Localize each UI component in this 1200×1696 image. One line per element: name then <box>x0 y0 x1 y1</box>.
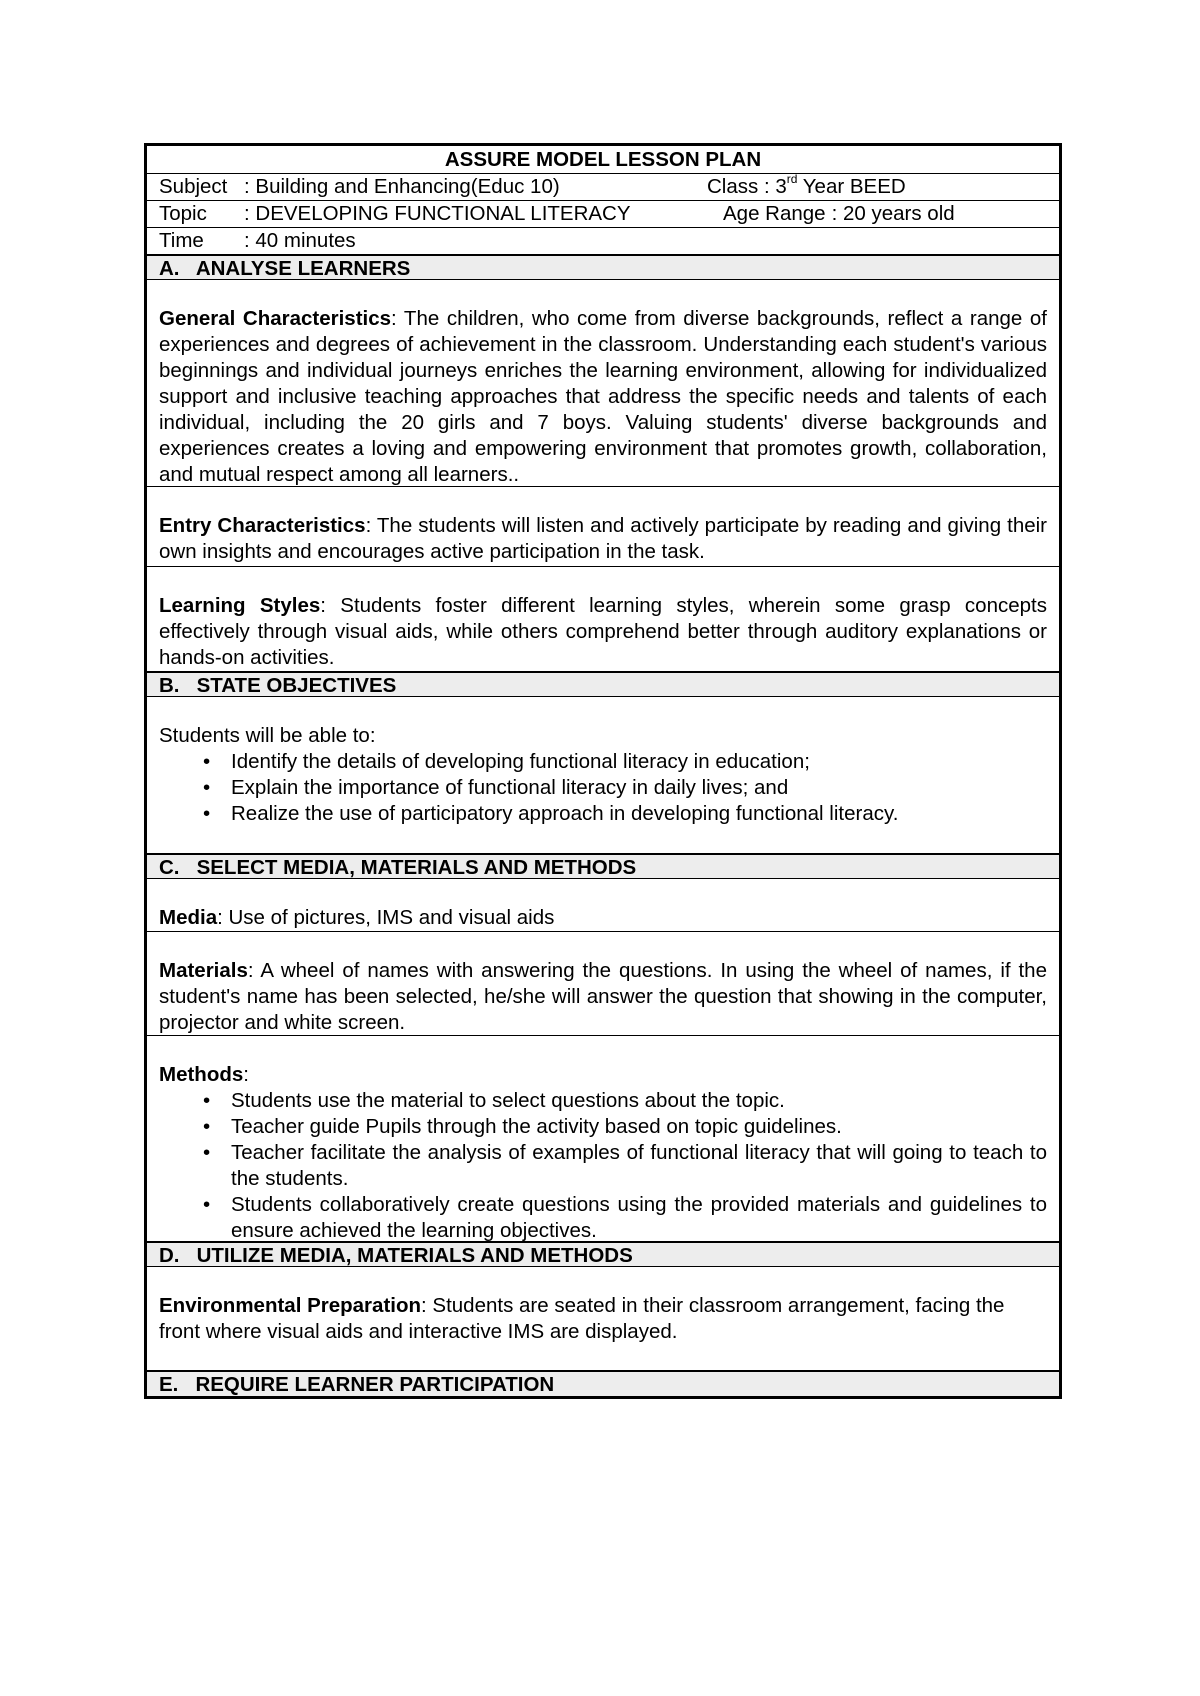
section-d-heading: D. UTILIZE MEDIA, MATERIALS AND METHODS <box>147 1241 1059 1267</box>
learning-styles <box>147 566 1059 671</box>
media-block <box>147 879 1059 931</box>
section-e-heading: E. REQUIRE LEARNER PARTICIPATION <box>147 1370 1059 1396</box>
materials-block <box>147 931 1059 1035</box>
environmental-preparation-label: Environmental Preparation <box>159 1294 422 1317</box>
learning-styles-text: : Students foster different learning styles, wherein some grasp concepts effectively through visual aids, while others comprehend better through auditory explanations or hands-on activities. <box>159 594 1047 669</box>
general-characteristics-text: : The children, who come from diverse backgrounds, reflect a range of experiences and degrees of achievement in the classroom. Understanding each student's various beginnings and individual journeys enriches the learning environment, allowing for individualized support and inclusive teaching approaches that address the specific needs and talents of each individual, including the 20 girls and 7 boys. Valuing students' diverse backgrounds and experiences creates a loving and empowering environment that promotes growth, collaboration, and mutual respect among all learners.. <box>159 307 1047 486</box>
lesson-plan-table <box>144 143 1062 1399</box>
subject-row <box>147 173 1059 200</box>
objectives-intro: Students will be able to: <box>159 724 376 747</box>
media-label: Media <box>159 906 218 929</box>
objective-item: • Explain the importance of functional literacy in daily lives; and <box>203 776 789 799</box>
time-label: Time <box>159 229 204 252</box>
objective-item: • Identify the details of developing functional literacy in education; <box>203 750 810 773</box>
topic-value: : DEVELOPING FUNCTIONAL LITERACY <box>244 202 631 225</box>
environmental-preparation <box>147 1267 1059 1370</box>
materials-text: : A wheel of names with answering the questions. In using the wheel of names, if the student's name has been selected, he/she will answer the question that showing in the computer, projector and white screen. <box>159 959 1047 1034</box>
entry-characteristics-text: : The students will listen and actively participate by reading and giving their own insights and encourages active participation in the task. <box>159 514 1047 563</box>
section-b-heading: B. STATE OBJECTIVES <box>147 671 1059 697</box>
time-value: : 40 minutes <box>244 229 356 252</box>
subject-value: : Building and Enhancing(Educ 10) <box>244 175 560 198</box>
method-item: • Students use the material to select questions about the topic. <box>203 1089 785 1112</box>
section-a-heading: A. ANALYSE LEARNERS <box>147 254 1059 280</box>
entry-characteristics <box>147 486 1059 566</box>
time-row <box>147 227 1059 254</box>
section-c-heading: C. SELECT MEDIA, MATERIALS AND METHODS <box>147 853 1059 879</box>
entry-characteristics-label: Entry Characteristics <box>159 514 366 537</box>
class-value: : 3rd Year BEED <box>763 172 906 198</box>
methods-block: Methods: • Students use the material to select questions about the topic. • Teacher guide Pupils through the activity based on topic guidelines. • Teacher facilitate the analysis of examples of functional literacy that will going to teach to the students. • Students collaboratively create questions using the provided materials and guidelines to ensure achieved the learning objectives. <box>147 1035 1059 1241</box>
methods-list <box>159 1088 1047 1244</box>
general-characteristics-label: General Characteristics <box>159 307 392 330</box>
general-characteristics <box>147 280 1059 486</box>
media-text: : Use of pictures, IMS and visual aids <box>217 906 555 929</box>
topic-label: Topic <box>159 202 207 225</box>
method-item: • Students collaboratively create questions using the provided materials and guidelines to ensure achieved the learning objectives. <box>203 1193 1047 1242</box>
materials-label: Materials <box>159 959 248 982</box>
subject-label: Subject <box>159 175 228 198</box>
methods-label: Methods <box>159 1063 244 1086</box>
class-label: Class <box>707 175 759 198</box>
learning-styles-label: Learning Styles <box>159 594 321 617</box>
objectives-block <box>147 697 1059 853</box>
method-item: • Teacher guide Pupils through the activity based on topic guidelines. <box>203 1115 842 1138</box>
objective-item: • Realize the use of participatory approach in developing functional literacy. <box>203 802 899 825</box>
plan-title: ASSURE MODEL LESSON PLAN <box>444 148 762 171</box>
age-range-label: Age Range <box>723 202 826 225</box>
age-range-value: : 20 years old <box>831 202 955 225</box>
method-item: • Teacher facilitate the analysis of examples of functional literacy that will going to teach to the students. <box>203 1141 1047 1190</box>
topic-row <box>147 200 1059 227</box>
environmental-preparation-text: : Students are seated in their classroom arrangement, facing the front where visual aids and interactive IMS are displayed. <box>159 1294 1005 1343</box>
objectives-list <box>159 749 1047 827</box>
